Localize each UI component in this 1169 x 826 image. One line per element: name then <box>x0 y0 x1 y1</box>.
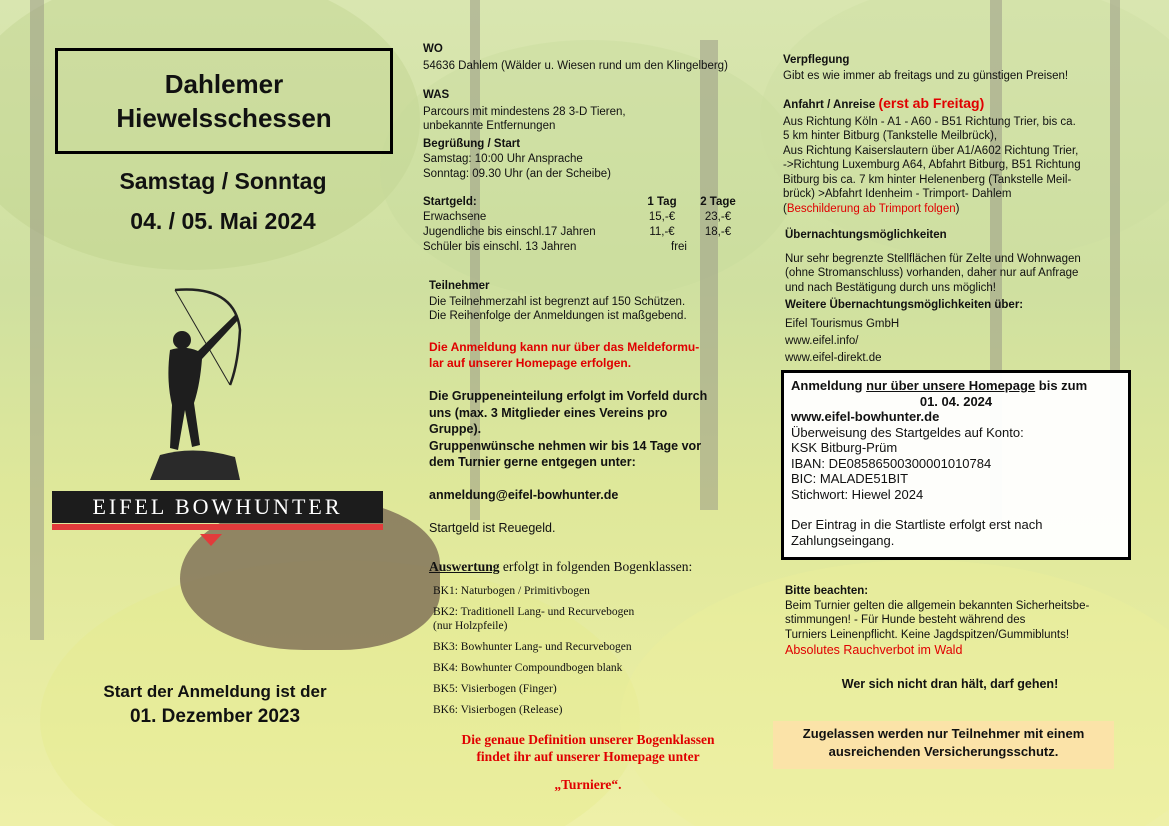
lodging-section: Übernachtungsmöglichkeiten Nur sehr begrenzte Stellflächen für Zelte und Wohnwagen (ohne Stromanschluss) vorhanden, daher nur auf Anfrage und nach Bestätigung durch uns möglich! Weitere Übernachtungsmöglichkeiten über: Eifel Tourismus GmbH www.eifel.info/ www.eifel-direkt.de <box>785 228 1135 367</box>
bic: BIC: MALADE51BIT <box>791 471 909 486</box>
iban: IBAN: DE08586500300001010784 <box>791 455 992 471</box>
logo: EIFEL BOWHUNTER <box>52 491 383 523</box>
arrival-heading: Anfahrt / Anreise (erst ab Freitag) <box>783 95 985 111</box>
definition-note: Die genaue Definition unserer Bogenklassen findet ihr auf unserer Homepage unter „Turniere“. <box>461 732 715 792</box>
where-text: 54636 Dahlem (Wälder u. Wiesen rund um den Klingelberg) <box>423 59 728 72</box>
catering-section <box>783 53 1133 83</box>
arrival-section: Anfahrt / Anreise (erst ab Freitag) Aus Richtung Köln - A1 - A60 - B51 Richtung Trier, bis ca. 5 km hinter Bitburg (Tankstelle Meilbrück), Aus Richtung Kaiserslautern über A1/A602 Richtung Trier, ->Richtung Luxemburg A64, Abfahrt Bitburg, B51 Richtung Bitburg bis ca. 7 km hinter Helenenberg (Tankstelle Meil- brück) >Abfahrt Idenheim - Trimport- Dahlem (Beschilderung ab Trimport folgen) <box>783 96 1133 216</box>
catering-text: Gibt es wie immer ab freitags und zu günstigen Preisen! <box>783 69 1069 82</box>
warning-text: Wer sich nicht dran hält, darf gehen! <box>841 677 1059 691</box>
start-sunday: Sonntag: 09.30 Uhr (an der Scheibe) <box>423 167 611 180</box>
fee-note: Startgeld ist Reuegeld. <box>429 521 556 535</box>
fee-table <box>423 195 749 255</box>
registration-start-line1: Start der Anmeldung ist der <box>103 682 327 701</box>
lodging-heading: Übernachtungsmöglichkeiten <box>785 229 947 241</box>
bow-class-item: BK5: Visierbogen (Finger) <box>433 683 557 695</box>
more-lodging-heading: Weitere Übernachtungsmöglichkeiten über: <box>785 299 1024 311</box>
what-heading: WAS <box>423 89 450 101</box>
smoking-ban: Absolutes Rauchverbot im Wald <box>785 643 963 657</box>
group-info: Die Gruppeneinteilung erfolgt im Vorfeld durch uns (max. 3 Mitglieder eines Vereins pro Gruppe). Gruppenwünsche nehmen wir bis 14 Tage vor dem Turnier gerne entgegen unter: <box>429 389 708 469</box>
bow-class-item: BK1: Naturbogen / Primitivbogen <box>433 585 590 597</box>
logo-triangle-icon <box>200 534 222 546</box>
attention-heading: Bitte beachten: <box>785 585 869 597</box>
what-line1: Parcours mit mindestens 28 3-D Tieren, <box>423 105 626 118</box>
registration-deadline: 01. 04. 2024 <box>919 393 993 409</box>
bow-class-item: BK2: Traditionell Lang- und Recurvebogen (nur Holzpfeile) <box>433 606 635 632</box>
where-heading: WO <box>423 43 443 55</box>
fee-header: Startgeld: 1 Tag 2 Tage <box>423 196 736 208</box>
registration-start <box>55 679 375 729</box>
what-line2: unbekannte Entfernungen <box>423 120 556 132</box>
evaluation-heading: Auswertung erfolgt in folgenden Bogenklassen: <box>429 559 693 574</box>
fee-row: Jugendliche bis einschl.17 Jahren 11,-€ 18,-€ <box>423 226 732 238</box>
catering-heading: Verpflegung <box>783 54 850 66</box>
title-box <box>55 48 393 154</box>
where-section <box>423 42 768 73</box>
what-section <box>423 88 768 181</box>
start-saturday: Samstag: 10:00 Uhr Ansprache <box>423 153 583 165</box>
registration-notice: Die Anmeldung kann nur über das Meldeformu- lar auf unserer Homepage erfolgen. <box>429 340 700 370</box>
participants-section <box>429 279 759 324</box>
attention-section: Bitte beachten: Beim Turnier gelten die allgemein bekannten Sicherheitsbe- stimmungen! - Für Hunde besteht während des Turniers Leinenpflicht. Keine Jagdspitzen/Gummiblunts! Absolutes Rauchverbot im Wald <box>785 584 1135 658</box>
link-eifel-direkt[interactable]: www.eifel-direkt.de <box>785 351 882 364</box>
start-heading: Begrüßung / Start <box>423 137 521 150</box>
registration-box: Anmeldung nur über unsere Homepage bis zum 01. 04. 2024 www.eifel-bowhunter.de Überweisung des Startgeldes auf Konto: KSK Bitburg-Prüm IBAN: DE08586500300001010784 BIC: MALADE51BIT Stichwort: Hiewel 2024 Der Eintrag in die Startliste erfolgt erst nach Zahlungseingang. <box>781 370 1131 560</box>
registration-email[interactable]: anmeldung@eifel-bowhunter.de <box>429 488 619 502</box>
insurance-box: Zugelassen werden nur Teilnehmer mit einem ausreichenden Versicherungsschutz. <box>773 721 1114 769</box>
bow-class-item: BK3: Bowhunter Lang- und Recurvebogen <box>433 641 632 653</box>
event-days: Samstag / Sonntag <box>119 168 327 194</box>
bow-class-item: BK4: Bowhunter Compoundbogen blank <box>433 662 623 674</box>
title-line1: Dahlemer <box>164 69 284 99</box>
fee-row: Schüler bis einschl. 13 Jahren frei <box>423 241 687 253</box>
fee-row: Erwachsene 15,-€ 23,-€ <box>423 211 732 223</box>
registration-start-date: 01. Dezember 2023 <box>129 706 301 727</box>
homepage-link[interactable]: www.eifel-bowhunter.de <box>791 409 940 424</box>
bow-class-item: BK6: Visierbogen (Release) <box>433 704 563 716</box>
logo-underline <box>52 524 383 530</box>
participants-line2: Die Reihenfolge der Anmeldungen ist maßgebend. <box>429 310 687 322</box>
participants-line1: Die Teilnehmerzahl ist begrenzt auf 150 Schützen. <box>429 295 686 308</box>
link-eifel-info[interactable]: www.eifel.info/ <box>785 334 859 347</box>
archer-icon <box>140 285 250 490</box>
title-line2: Hiewelsschessen <box>116 103 332 133</box>
bow-class-list <box>433 584 733 717</box>
participants-heading: Teilnehmer <box>429 280 490 292</box>
event-dates: 04. / 05. Mai 2024 <box>130 208 316 234</box>
